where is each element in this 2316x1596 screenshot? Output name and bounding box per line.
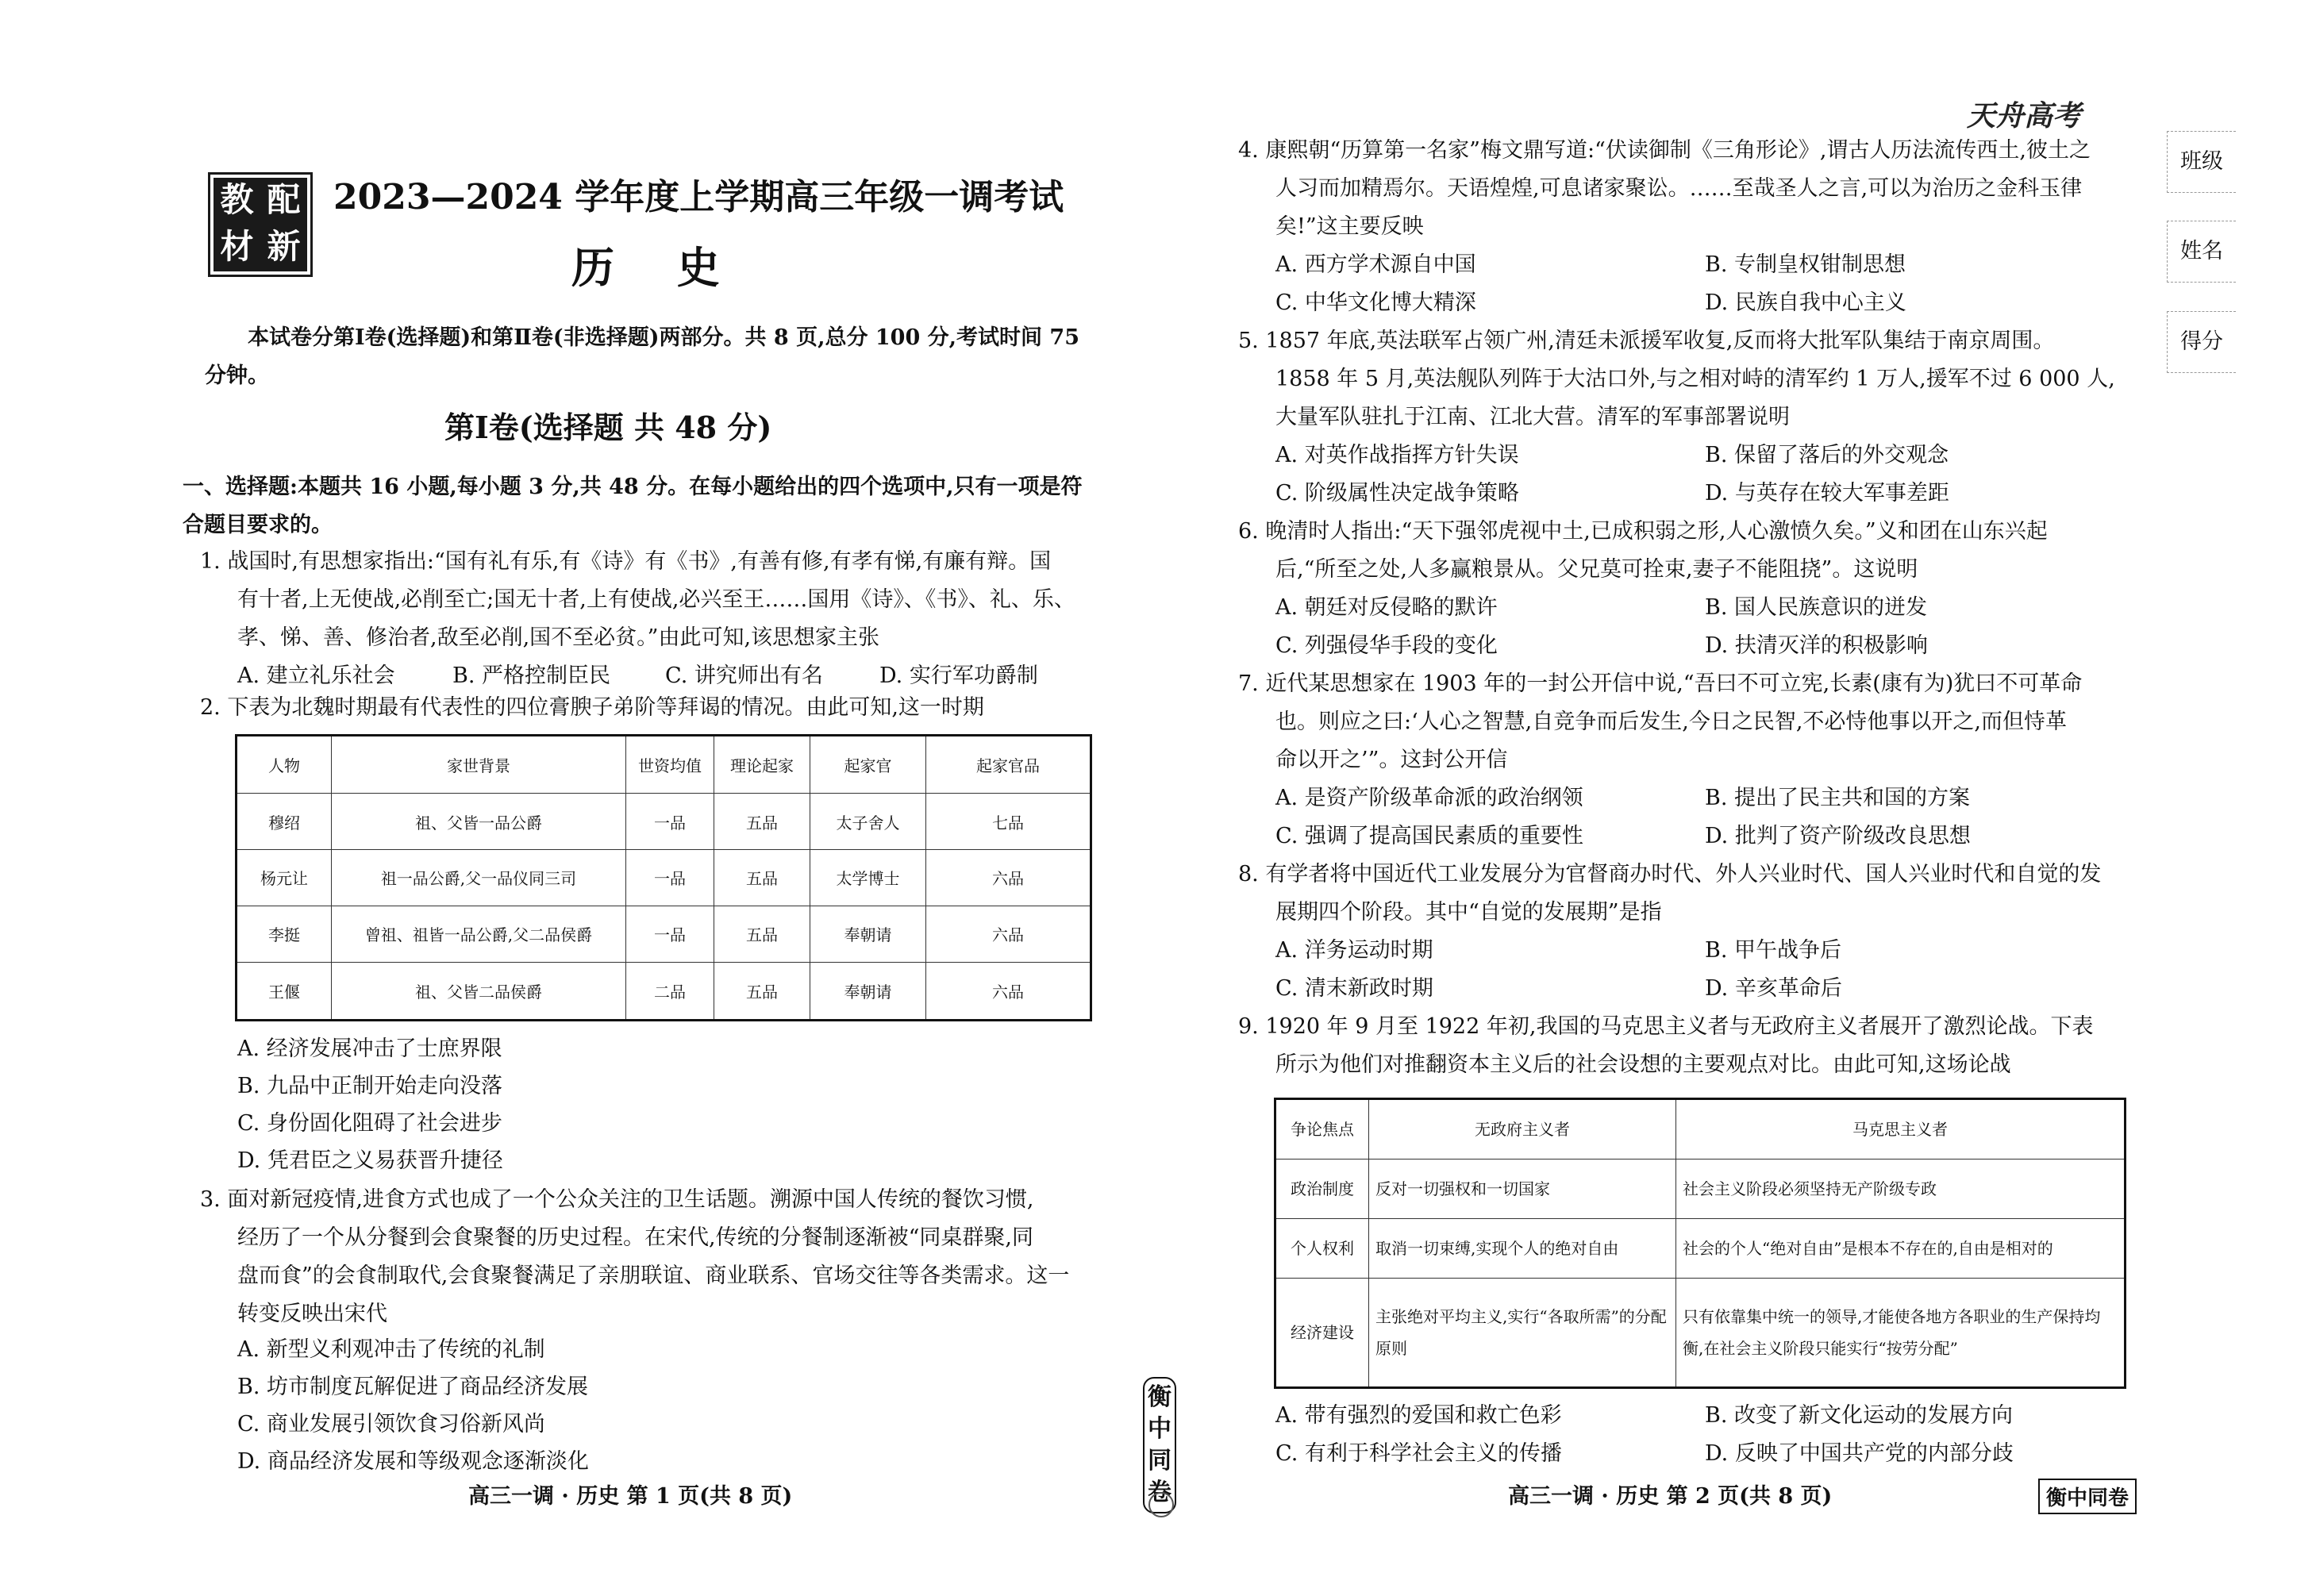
logo-char: 材: [220, 227, 254, 266]
option-a[interactable]: A. 是资产阶级革命派的政治纲领: [1275, 786, 1583, 810]
wave-icon: [1148, 1492, 1174, 1517]
option-a[interactable]: A. 经济发展冲击了士庶界限: [237, 1036, 502, 1061]
option-b[interactable]: B. 专制皇权钳制思想: [1705, 252, 1906, 277]
option-b[interactable]: B. 改变了新文化运动的发展方向: [1705, 1403, 2014, 1428]
logo-seal: [210, 175, 310, 275]
option-b[interactable]: B. 提出了民主共和国的方案: [1705, 786, 1971, 810]
table-cell: 政治制度: [1275, 1160, 1369, 1219]
table-cell: 王偃: [237, 962, 332, 1020]
question-7: [1238, 665, 2082, 779]
table-row: [1275, 1160, 2126, 1219]
table-cell: 只有依靠集中统一的领导,才能使各地方各职业的生产保持均衡,在社会主义阶段只能实行“按劳分配”: [1676, 1279, 2126, 1388]
option-a[interactable]: A. 朝廷对反侵略的默许: [1275, 595, 1498, 620]
table-cell: 祖、父皆二品侯爵: [332, 962, 626, 1020]
table-cell: 奉朝请: [810, 962, 926, 1020]
table-header: 人物: [237, 736, 332, 794]
option-c[interactable]: C. 身份固化阻碍了社会进步: [237, 1111, 502, 1136]
question-text: 所示为他们对推翻资本主义后的社会设想的主要观点对比。由此可知,这场论战: [1275, 1052, 2011, 1077]
table-row: [237, 906, 1091, 962]
question-text: 转变反映出宋代: [237, 1302, 387, 1326]
table-cell: 社会主义阶段必须坚持无产阶级专政: [1676, 1160, 2126, 1219]
table-header: 起家官品: [926, 736, 1091, 794]
option-d[interactable]: D. 批判了资产阶级改良思想: [1705, 824, 1971, 848]
option-d[interactable]: D. 扶清灭洋的积极影响: [1705, 633, 1928, 658]
question-1: [200, 543, 1075, 657]
option-d[interactable]: D. 反映了中国共产党的内部分歧: [1705, 1441, 2014, 1466]
name-field[interactable]: [2167, 221, 2236, 283]
table-row: [237, 794, 1091, 850]
table-cell: 六品: [926, 906, 1091, 962]
option-a[interactable]: A. 建立礼乐社会: [237, 663, 395, 688]
option-c[interactable]: C. 强调了提高国民素质的重要性: [1275, 824, 1583, 848]
option-d[interactable]: D. 实行军功爵制: [879, 663, 1038, 688]
option-c[interactable]: C. 阶级属性决定战争策略: [1275, 481, 1519, 506]
question-text: 8. 有学者将中国近代工业发展分为官督商办时代、外人兴业时代、国人兴业时代和自觉的发: [1238, 862, 2102, 886]
table-cell: 二品: [626, 962, 714, 1020]
question-3: [200, 1181, 1069, 1333]
question-text: 1858 年 5 月,英法舰队列阵于大沽口外,与之相对峙的清军约 1 万人,援军不过 6 000 人,: [1275, 367, 2115, 391]
table-cell: 祖一品公爵,父一品仪同三司: [332, 850, 626, 906]
table-cell: 个人权利: [1275, 1219, 1369, 1279]
question-5: [1238, 322, 2115, 436]
question-text: 盘而食”的会食制取代,会食聚餐满足了亲朋联谊、商业联系、官场交往等各类需求。这一: [237, 1263, 1070, 1288]
option-b[interactable]: B. 国人民族意识的迸发: [1705, 595, 1928, 620]
option-b[interactable]: B. 严格控制臣民: [452, 663, 611, 688]
brand-logo: 天舟高考: [1967, 100, 2082, 133]
table-cell: 一品: [626, 794, 714, 850]
option-d[interactable]: D. 辛亥革命后: [1705, 976, 1842, 1001]
option-b[interactable]: B. 坊市制度瓦解促进了商品经济发展: [237, 1375, 589, 1399]
table-cell: 七品: [926, 794, 1091, 850]
table-cell: 一品: [626, 906, 714, 962]
spine-text: 衡中同卷: [1148, 1383, 1171, 1506]
table-cell: 奉朝请: [810, 906, 926, 962]
question-8: [1238, 856, 2101, 932]
option-d[interactable]: D. 民族自我中心主义: [1705, 290, 1906, 315]
table-header: 理论起家: [714, 736, 810, 794]
name-label: 姓名: [2180, 239, 2223, 263]
logo-char: 新: [267, 227, 301, 266]
table-row: [1275, 1219, 2126, 1279]
option-c[interactable]: C. 有利于科学社会主义的传播: [1275, 1441, 1562, 1466]
table-cell: 反对一切强权和一切国家: [1369, 1160, 1676, 1219]
table-header: 马克思主义者: [1676, 1099, 2126, 1160]
table-cell: 穆绍: [237, 794, 332, 850]
question-text: 9. 1920 年 9 月至 1922 年初,我国的马克思主义者与无政府主义者展开了激烈论战。下表: [1238, 1014, 2094, 1039]
question-4: [1238, 132, 2091, 246]
table-row: [237, 850, 1091, 906]
option-c[interactable]: C. 列强侵华手段的变化: [1275, 633, 1498, 658]
question-text: 5. 1857 年底,英法联军占领广州,清廷未派援军收复,反而将大批军队集结于南京周围。: [1238, 329, 2055, 353]
question-text: 展期四个阶段。其中“自觉的发展期”是指: [1275, 900, 1662, 925]
section-instructions: 一、选择题:本题共 16 小题,每小题 3 分,共 48 分。在每小题给出的四个选项中,只有一项是符合题目要求的。: [183, 475, 1083, 537]
question-text: 矣!”这主要反映: [1275, 214, 1424, 239]
table-cell: 五品: [714, 906, 810, 962]
table-cell: 五品: [714, 794, 810, 850]
table-cell: 主张绝对平均主义,实行“各取所需”的分配原则: [1369, 1279, 1676, 1388]
table-cell: 五品: [714, 850, 810, 906]
option-d[interactable]: D. 与英存在较大军事差距: [1705, 481, 1949, 506]
question-text: 2. 下表为北魏时期最有代表性的四位膏腴子弟阶等拜谒的情况。由此可知,这一时期: [200, 695, 984, 720]
logo-char: 配: [267, 180, 301, 219]
table-cell: 太子舍人: [810, 794, 926, 850]
q9-table: [1274, 1098, 2126, 1389]
question-text: 人习而加精焉尔。天语煌煌,可息诸家聚讼。……至哉圣人之言,可以为治历之金科玉律: [1275, 176, 2083, 201]
question-text: 7. 近代某思想家在 1903 年的一封公开信中说,“吾曰不可立宪,长素(康有为)犹曰不可革命: [1238, 671, 2083, 696]
table-cell: 祖、父皆一品公爵: [332, 794, 626, 850]
table-cell: 曾祖、祖皆一品公爵,父二品侯爵: [332, 906, 626, 962]
option-c[interactable]: C. 讲究师出有名: [665, 663, 823, 688]
class-field[interactable]: [2167, 131, 2236, 193]
exam-title: 2023—2024 学年度上学期高三年级一调考试: [333, 177, 1064, 217]
option-d[interactable]: D. 商品经济发展和等级观念逐渐淡化: [237, 1449, 589, 1474]
option-d[interactable]: D. 凭君臣之义易获晋升捷径: [237, 1148, 503, 1173]
question-9: [1238, 1008, 2093, 1084]
subject-title: 历 史: [571, 242, 744, 293]
question-text: 经历了一个从分餐到会食聚餐的历史过程。在宋代,传统的分餐制逐渐被“同桌群聚,同: [237, 1225, 1033, 1250]
page-footer: 高三一调 · 历史 第 1 页(共 8 页): [468, 1484, 793, 1509]
option-a[interactable]: A. 西方学术源自中国: [1275, 252, 1476, 277]
option-c[interactable]: C. 商业发展引领饮食习俗新风尚: [237, 1412, 545, 1436]
question-text: 3. 面对新冠疫情,进食方式也成了一个公众关注的卫生话题。溯源中国人传统的餐饮习惯,: [200, 1187, 1034, 1212]
table-header-row: [1275, 1099, 2126, 1160]
option-a[interactable]: A. 洋务运动时期: [1275, 938, 1433, 963]
option-b[interactable]: B. 甲午战争后: [1705, 938, 1842, 963]
question-text: 6. 晚清时人指出:“天下强邻虎视中土,已成积弱之形,人心激愤久矣。”义和团在山东兴起: [1238, 519, 2048, 544]
option-b[interactable]: B. 保留了落后的外交观念: [1705, 443, 1949, 467]
question-text: 4. 康熙朝“历算第一名家”梅文鼎写道:“伏读御制《三角形论》,谓古人历法流传西土,彼土之: [1238, 138, 2091, 163]
exam-stamp: 衡中同卷: [2038, 1479, 2137, 1514]
table-cell: 太学博士: [810, 850, 926, 906]
table-header: 起家官: [810, 736, 926, 794]
option-a[interactable]: A. 对英作战指挥方针失误: [1275, 443, 1519, 467]
class-label: 班级: [2180, 149, 2223, 174]
score-field[interactable]: [2167, 311, 2236, 373]
table-cell: 杨元让: [237, 850, 332, 906]
table-header-row: [237, 736, 1091, 794]
table-cell: 五品: [714, 962, 810, 1020]
option-a[interactable]: A. 带有强烈的爱国和救亡色彩: [1275, 1403, 1562, 1428]
question-text: 有十者,上无使战,必削至亡;国无十者,上有使战,必兴至王……国用《诗》、《书》、礼、乐、: [237, 587, 1075, 612]
table-cell: 取消一切束缚,实现个人的绝对自由: [1369, 1219, 1676, 1279]
logo-char: 教: [220, 180, 254, 219]
page-footer: 高三一调 · 历史 第 2 页(共 8 页): [1508, 1484, 1833, 1509]
score-label: 得分: [2180, 329, 2223, 354]
table-cell: 经济建设: [1275, 1279, 1369, 1388]
table-header: 争论焦点: [1275, 1099, 1369, 1160]
question-2: [200, 689, 984, 727]
option-a[interactable]: A. 新型义利观冲击了传统的礼制: [237, 1337, 545, 1362]
table-header: 无政府主义者: [1369, 1099, 1676, 1160]
table-header: 世资均值: [626, 736, 714, 794]
table-row: [237, 962, 1091, 1020]
option-c[interactable]: C. 中华文化博大精深: [1275, 290, 1476, 315]
question-text: 也。则应之曰:‘人心之智慧,自竞争而后发生,今日之民智,不必恃他事以开之,而但恃革: [1275, 710, 2068, 734]
q2-table: [235, 734, 1092, 1021]
question-text: 1. 战国时,有思想家指出:“国有礼有乐,有《诗》有《书》,有善有修,有孝有悌,有廉有辩。国: [200, 549, 1052, 574]
section-title: 第Ⅰ卷(选择题 共 48 分): [444, 410, 772, 445]
question-text: 后,“所至之处,人多赢粮景从。父兄莫可拴束,妻子不能阻挠”。这说明: [1275, 557, 1918, 582]
question-text: 大量军队驻扎于江南、江北大营。清军的军事部署说明: [1275, 405, 1790, 429]
table-row: [1275, 1279, 2126, 1388]
exam-intro: 本试卷分第Ⅰ卷(选择题)和第Ⅱ卷(非选择题)两部分。共 8 页,总分 100 分,考试时间 75 分钟。: [205, 325, 1080, 388]
table-cell: 六品: [926, 962, 1091, 1020]
table-cell: 李挺: [237, 906, 332, 962]
table-cell: 六品: [926, 850, 1091, 906]
question-6: [1238, 513, 2048, 589]
option-b[interactable]: B. 九品中正制开始走向没落: [237, 1074, 503, 1098]
question-text: 命以开之’”。这封公开信: [1275, 748, 1508, 772]
table-header: 家世背景: [332, 736, 626, 794]
option-c[interactable]: C. 清末新政时期: [1275, 976, 1433, 1001]
question-text: 孝、悌、善、修治者,敌至必削,国不至必贫。”由此可知,该思想家主张: [237, 625, 880, 650]
table-cell: 一品: [626, 850, 714, 906]
table-cell: 社会的个人“绝对自由”是根本不存在的,自由是相对的: [1676, 1219, 2126, 1279]
